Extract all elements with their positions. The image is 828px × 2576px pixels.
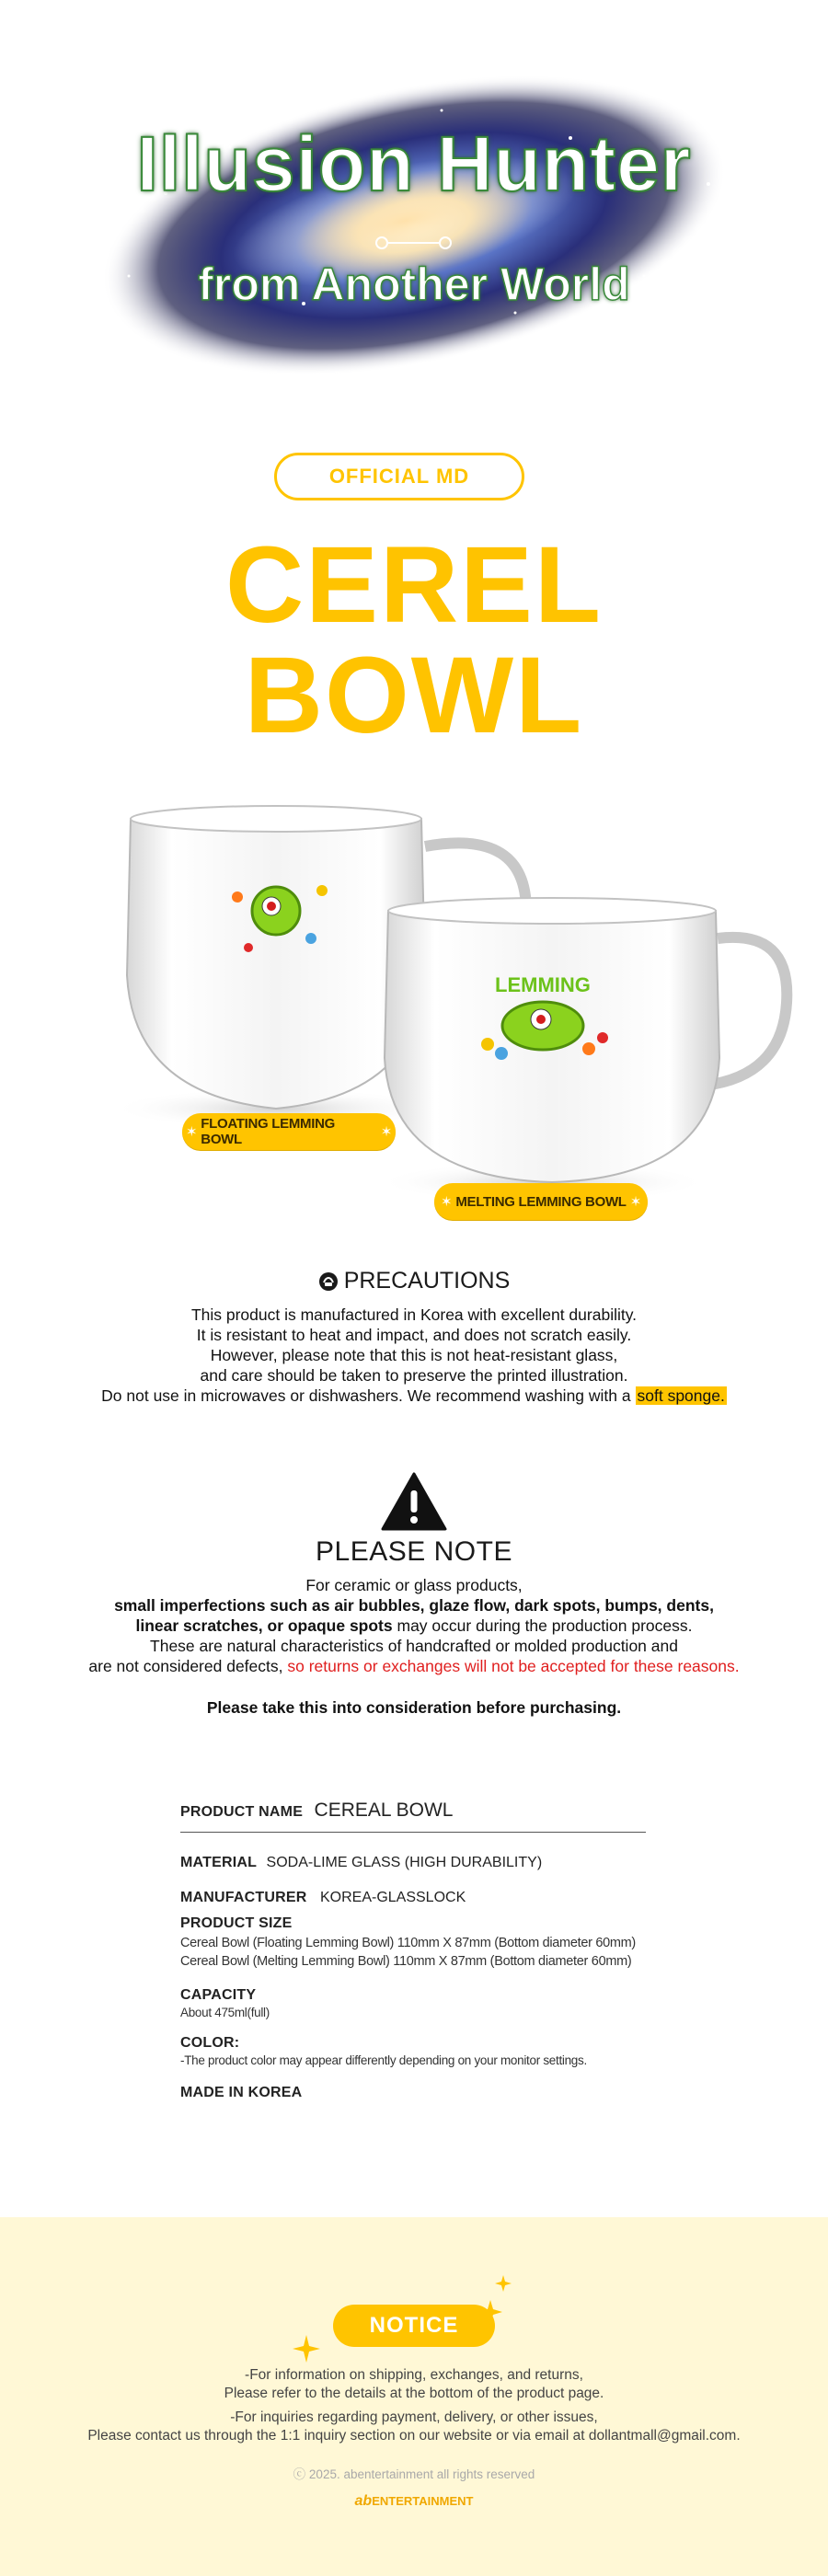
please-note-final: Please take this into consideration before purchasing. — [206, 1698, 622, 1717]
spec-divider — [180, 1832, 646, 1833]
hero-title: Illusion Hunter — [136, 121, 692, 207]
spec-product-size: PRODUCT SIZE Cereal Bowl (Floating Lemming Bowl) 110mm X 87mm (Bottom diameter 60mm) Cereal Bowl (Melting Lemming Bowl) 110mm X 87mm (Bottom diameter 60mm) — [180, 1915, 636, 1969]
please-note-heading: PLEASE NOTE — [316, 1536, 512, 1567]
spec-made-in: MADE IN KOREA — [180, 2085, 303, 2100]
sparkle-icon: ✶ — [380, 1124, 392, 1140]
inquiry-info: -For inquiries regarding payment, delivery, or other issues, Please contact us through the 1:1 inquiry section on our website or via email at dollantmall@gmail.com. — [87, 2409, 741, 2444]
spec-material: MATERIAL SODA-LIME GLASS (HIGH DURABILITY) — [180, 1855, 543, 1870]
glass-bowls-image — [0, 791, 828, 1233]
spec-capacity: CAPACITY About 475ml(full) — [180, 1987, 270, 2019]
please-note-text: For ceramic or glass products, small imperfections such as air bubbles, glaze flow, dark spots, bumps, dents, linear scratches, or opaque spots may occur during the production process. These are natural characteristics of handcrafted or molded production and are not considered defects, so returns or exchanges will not be accepted for these reasons. — [88, 1576, 740, 1675]
product-title-line2: BOWL — [244, 635, 584, 756]
floating-lemming-label: ✶ FLOATING LEMMING BOWL ✶ — [182, 1113, 396, 1150]
official-md-badge: OFFICIAL MD — [274, 453, 524, 500]
product-title-line1: CEREL — [225, 524, 603, 646]
spec-manufacturer: MANUFACTURER KOREA-GLASSLOCK — [180, 1890, 466, 1905]
highlight-soft-sponge: soft sponge. — [637, 1386, 725, 1405]
notice-footer — [0, 2217, 828, 2576]
galaxy-illustration — [0, 0, 828, 423]
bowl-print-text: LEMMING — [495, 973, 591, 996]
copyright-text: ⓒ 2025. abentertainment all rights reserved — [293, 2467, 535, 2481]
hero-banner — [0, 0, 828, 423]
ab-entertainment-logo: abENTERTAINMENT — [354, 2493, 474, 2509]
spec-product-name: PRODUCT NAME CEREAL BOWL — [180, 1800, 454, 1821]
sparkle-icon: ✶ — [629, 1194, 641, 1210]
notice-badge: NOTICE — [333, 2305, 495, 2347]
sparkle-icon: ✶ — [186, 1124, 198, 1140]
product-photo — [0, 791, 828, 1233]
spec-color: COLOR: -The product color may appear differently depending on your monitor settings. — [180, 2035, 587, 2067]
hand-wash-icon — [318, 1271, 339, 1292]
hero-subtitle: from Another World — [198, 259, 630, 310]
shipping-info: -For information on shipping, exchanges, and returns, Please refer to the details at the bottom of the product page. — [224, 2367, 604, 2401]
melting-lemming-label: ✶ MELTING LEMMING BOWL ✶ — [434, 1183, 648, 1220]
warning-icon — [381, 1472, 447, 1531]
sparkle-icon: ✶ — [441, 1194, 453, 1210]
precautions-text: This product is manufactured in Korea with excellent durability. It is resistant to heat and impact, and does not scratch easily. However, please note that this is not heat-resistant glass, and care should be taken to preserve the printed illustration. Do not use in microwaves or dishwashers. We recommend washing with a soft sponge. — [101, 1305, 725, 1405]
precautions-heading: PRECAUTIONS — [0, 1268, 828, 1294]
